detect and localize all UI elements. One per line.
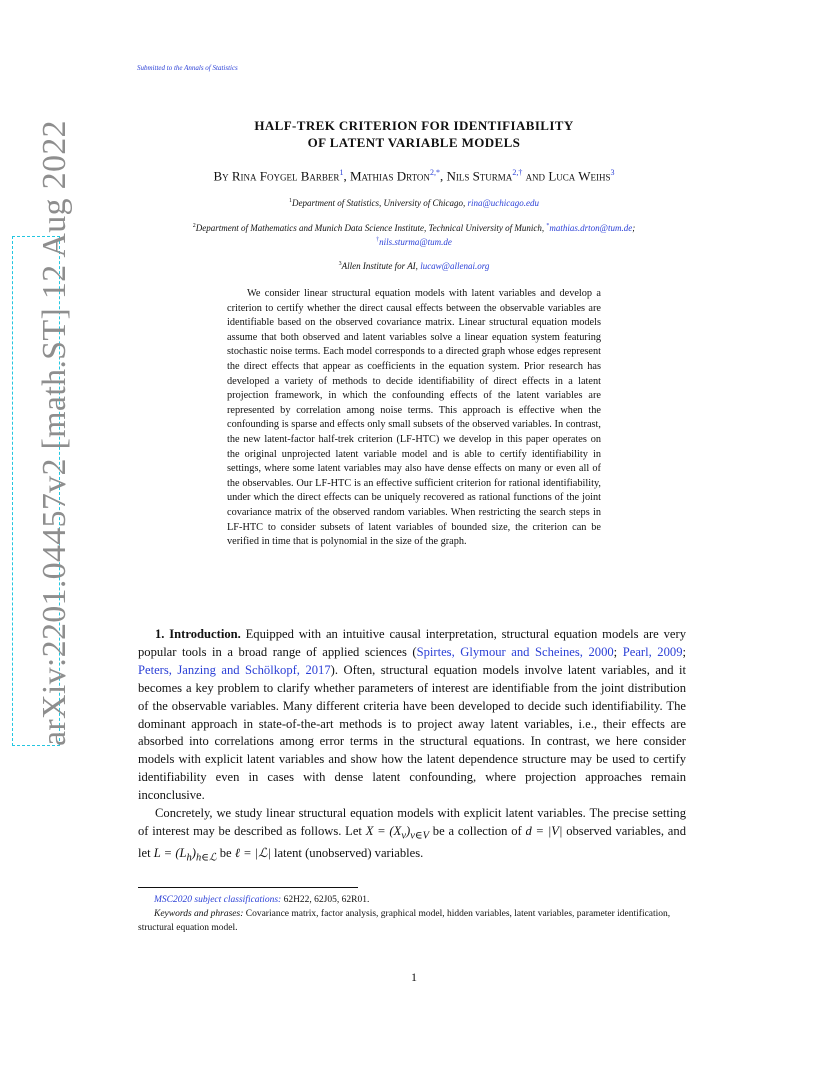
affiliation-2	[110, 220, 718, 248]
aff1-text: Department of Statistics, University of Chicago,	[291, 198, 468, 208]
author-1: Rina Foygel Barber	[231, 168, 340, 184]
arxiv-sidebar-stamp	[12, 120, 73, 746]
author-prefix: By	[213, 168, 232, 184]
author-4: Luca Weihs	[548, 168, 611, 184]
math-l-close: )	[191, 846, 196, 861]
author-1-affil[interactable]: 1	[339, 168, 344, 177]
intro-p2-text-b: be a collection of	[429, 823, 526, 838]
author-2: Mathias Drton	[349, 168, 430, 184]
abstract: We consider linear structural equation models with latent variables and develop a criterion to certify whether the direct causal effects between the observable variables are identifiable based on the observed covariance matrix. Linear structural equation models assume that both observed and latent variables solve a linear equation system featuring stochastic noise terms. Each model corresponds to a directed graph whose edges represent the direct effects that appear as coefficients in the equation system. Prior research has developed a variety of methods to decide identifiability of direct effects in a latent projection framework, in which the confounding effects of the latent variables are represented by correlation among noise terms. This approach is effective when the confounding is sparse and effects only small subsets of the observed variables. In contrast, the new latent-factor half-trek criterion (LF-HTC) we develop in this paper operates on the original unprojected latent variable model and is able to certify identifiability in settings, where some latent variables may also have dense effects on many or even all of the observables. Our LF-HTC is an effective sufficient criterion for rational identifiability, under which the direct effects can be uniquely recovered as rational functions of the joint covariance matrix of the observed random variables. When restricting the search steps in LF-HTC to consider subsets of latent variables of bounded size, the criterion can be verified in time that is polynomial in the size of the graph.	[227, 288, 601, 548]
author-3-affil[interactable]: 2,†	[512, 168, 523, 177]
msc-value: 62H22, 62J05, 62R01.	[281, 895, 370, 905]
author-4-affil[interactable]: 3	[610, 168, 615, 177]
keywords-label: Keywords and phrases:	[154, 909, 244, 919]
math-d-def: d = |V|	[525, 823, 563, 838]
citation-peters-authors: Peters, Janzing and Schölkopf,	[138, 662, 306, 677]
keywords-value: Covariance matrix, factor analysis, graphical model, hidden variables, latent variables, parameter identification, structural equation model.	[138, 909, 671, 933]
intro-paragraph-1	[138, 626, 686, 805]
math-l-sub: h	[186, 852, 192, 864]
title-line-2: OF LATENT VARIABLE MODELS	[307, 135, 521, 150]
affiliation-3	[120, 258, 708, 272]
aff2-email1-link[interactable]: mathias.drton@tum.de	[549, 223, 633, 233]
citation-pearl-year: 2009	[657, 644, 683, 659]
math-x-index: v∈V	[410, 830, 430, 842]
journal-header-note[interactable]: Submitted to the Annals of Statistics	[137, 64, 238, 72]
aff2-marker: 2	[192, 223, 196, 229]
citation-pearl[interactable]	[623, 645, 683, 659]
citation-pearl-authors: Pearl,	[622, 644, 658, 659]
aff1-marker: 1	[288, 198, 292, 204]
math-x-main: X = (X	[365, 823, 402, 838]
citation-separator: ;	[682, 644, 686, 659]
aff2-text: Department of Mathematics and Munich Data Science Institute, Technical University of Munich,	[195, 223, 547, 233]
author-list: By Rina Foygel Barber$^1$, Mathias Drton$^{2,*}$, Nils Sturma$^{2,\dagger}$ and Luca Weihs$^3$	[213, 168, 615, 184]
intro-paragraph-2	[138, 805, 686, 868]
page-number: 1	[411, 970, 417, 984]
aff1-email-link[interactable]: rina@uchicago.edu	[467, 198, 539, 208]
citation-peters-year: 2017	[305, 662, 331, 677]
math-ell-def: ℓ = |ℒ|	[234, 846, 271, 861]
msc-footnote	[138, 893, 686, 907]
section-heading: 1. Introduction.	[155, 627, 241, 641]
aff2-email2-link[interactable]: nils.sturma@tum.de	[379, 237, 452, 247]
citation-spirtes-authors: Spirtes, Glymour and Scheines,	[416, 644, 589, 659]
intro-p2-text-c: observed variables, and let	[138, 823, 686, 861]
paper-title	[0, 117, 828, 151]
intro-p1-text-b: ). Often, structural equation models involve latent variables, and it becomes a key problem to clarify whether parameters of interest are identifiable from the joint distribution of the observable variables. Many different criteria have been developed to decide such identifiability. The dominant approach in state-of-the-art methods is to project away latent variables, i.e., their effects are absorbed into correlations among error terms in the structural equations. In contrast, we here consider models with explicit latent variables and show how the latent dependence structure may be used to certify identifiability even in cases with dense latent confounding, where projection approaches remain inconclusive.	[138, 662, 687, 803]
intro-p2-text-d: be	[216, 846, 235, 861]
footnotes	[138, 893, 686, 935]
aff3-email-link[interactable]: lucaw@allenai.org	[420, 261, 490, 271]
keywords-footnote	[138, 907, 686, 935]
citation-separator: ;	[613, 644, 623, 659]
aff3-marker: 3	[338, 261, 342, 267]
citation-spirtes[interactable]	[417, 645, 614, 659]
math-x-close: )	[405, 823, 411, 838]
title-line-1: HALF-TREK CRITERION FOR IDENTIFIABILITY	[254, 118, 574, 133]
aff3-text: Allen Institute for AI,	[341, 261, 421, 271]
citation-spirtes-year: 2000	[588, 644, 614, 659]
affiliation-1	[120, 195, 708, 209]
math-l-main: L = (L	[153, 846, 187, 861]
aff2-separator: ;	[632, 223, 636, 233]
footnote-rule	[138, 887, 358, 888]
math-l-index: h∈ℒ	[195, 852, 217, 864]
author-and: and	[522, 168, 549, 184]
arxiv-identifier: arXiv:2201.04457v2 [math.ST] 12 Aug 2022	[36, 120, 73, 746]
citation-peters[interactable]	[138, 663, 331, 677]
author-3: Nils Sturma	[446, 168, 513, 184]
msc-label-link[interactable]: MSC2020 subject classifications:	[154, 895, 282, 905]
math-l-collection	[153, 846, 217, 864]
math-x-sub: v	[401, 830, 406, 842]
author-2-affil[interactable]: 2,*	[429, 168, 440, 177]
aff2-email1-marker: *	[546, 223, 550, 229]
math-x-collection	[365, 823, 430, 842]
introduction-section	[138, 626, 686, 868]
intro-p1-text-a: Equipped with an intuitive causal interpretation, structural equation models are very popular tools in a broad range of applied sciences (	[138, 627, 686, 659]
intro-p2-text-e: latent (unobserved) variables.	[270, 846, 424, 861]
intro-p2-text-a: Concretely, we study linear structural equation models with explicit latent variables. The precise setting of interest may be described as follows. Let	[138, 806, 686, 838]
aff2-email2-marker: †	[376, 237, 380, 243]
